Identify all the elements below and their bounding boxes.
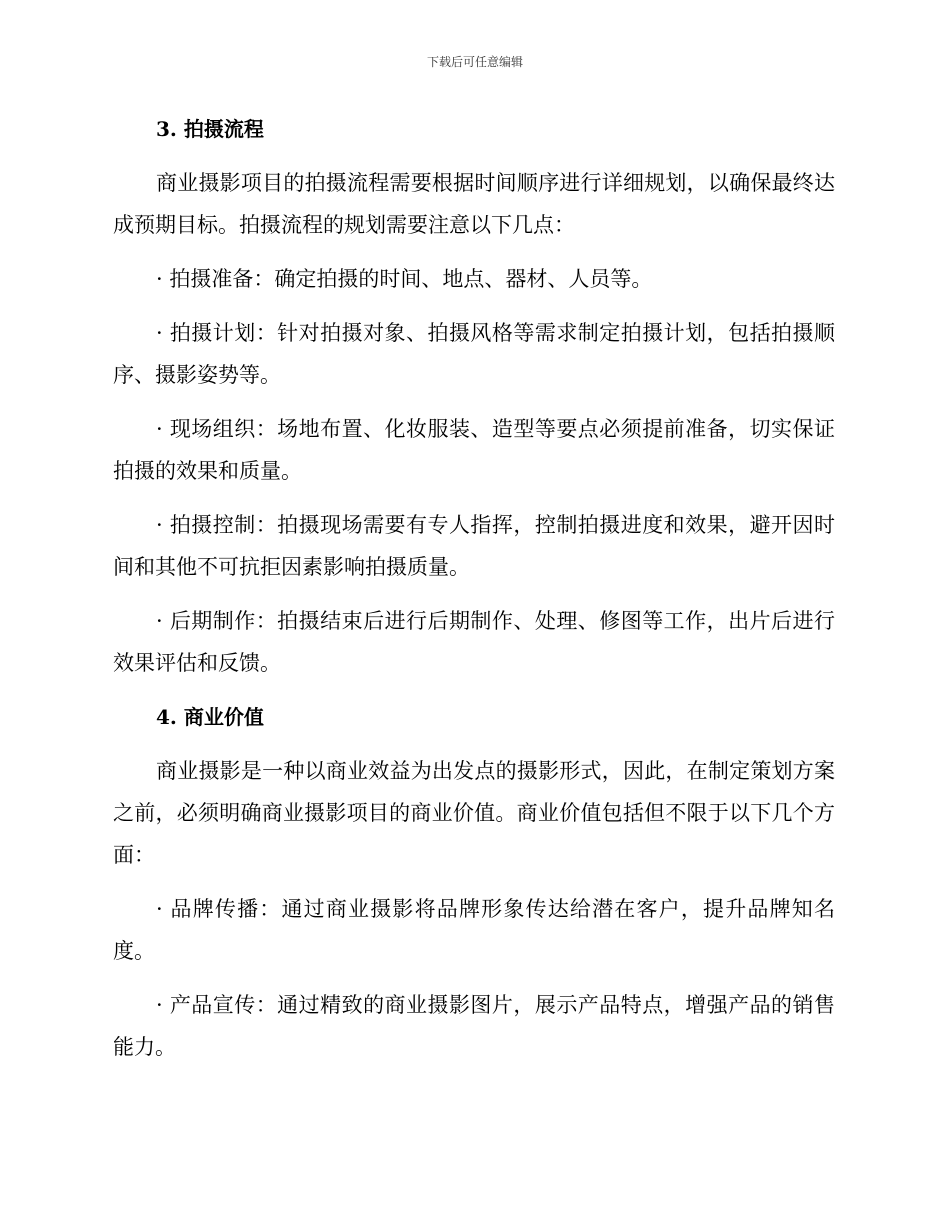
list-item: · 拍摄准备：确定拍摄的时间、地点、器材、人员等。 bbox=[156, 267, 653, 291]
section-heading-commercial-value: 4. 商业价值 bbox=[156, 705, 264, 729]
paragraph: 商业摄影项目的拍摄流程需要根据时间顺序进行详细规划，以确保最终达成预期目标。拍摄流程的规划需要注意以下几点： bbox=[113, 171, 835, 237]
list-item: · 现场组织：场地布置、化妆服装、造型等要点必须提前准备，切实保证拍摄的效果和质量。 bbox=[113, 417, 835, 483]
page-header: 下载后可任意编辑 bbox=[426, 55, 523, 69]
document-body bbox=[113, 108, 835, 1080]
list-item: · 后期制作：拍摄结束后进行后期制作、处理、修图等工作，出片后进行效果评估和反馈。 bbox=[113, 609, 835, 675]
list-item: · 拍摄控制：拍摄现场需要有专人指挥，控制拍摄进度和效果，避开因时间和其他不可抗拒因素影响拍摄质量。 bbox=[113, 513, 835, 579]
list-item: · 拍摄计划：针对拍摄对象、拍摄风格等需求制定拍摄计划，包括拍摄顺序、摄影姿势等。 bbox=[113, 321, 835, 387]
section-heading-shooting-process: 3. 拍摄流程 bbox=[156, 117, 264, 141]
list-item: · 产品宣传：通过精致的商业摄影图片，展示产品特点，增强产品的销售能力。 bbox=[113, 993, 835, 1059]
paragraph: 商业摄影是一种以商业效益为出发点的摄影形式，因此，在制定策划方案之前，必须明确商业摄影项目的商业价值。商业价值包括但不限于以下几个方面： bbox=[113, 759, 835, 867]
list-item: · 品牌传播：通过商业摄影将品牌形象传达给潜在客户，提升品牌知名度。 bbox=[113, 897, 835, 963]
